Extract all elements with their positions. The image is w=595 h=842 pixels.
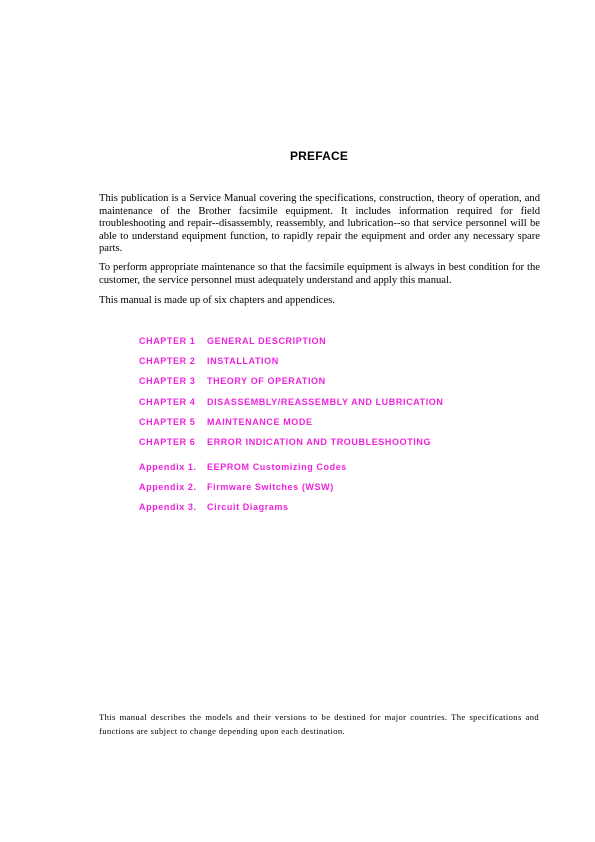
chapter-number: CHAPTER 3: [139, 376, 196, 387]
chapter-number: CHAPTER 2: [139, 356, 196, 367]
chapter-number: CHAPTER 5: [139, 416, 196, 427]
intro-paragraph: This publication is a Service Manual covering the specifications, construction, theory of operation, and maintenance of the Brother facsimile equipment. It includes information required for field troubleshooting and repair--disassembly, reassembly, and lubrication--so that service personnel will be able to understand equipment function, to rapidly repair the equipment and order any necessary spare parts.: [99, 193, 540, 255]
chapter-title: INSTALLATION: [207, 356, 279, 367]
appendix-number: Appendix 3.: [139, 502, 197, 513]
chapter-number: CHAPTER 6: [139, 436, 196, 447]
chapter-title: ERROR INDICATION AND TROUBLESHOOTING: [207, 436, 432, 447]
footer-note: This manual describes the models and their versions to be destined for major countries. The specifications and functions are subject to change depending upon each destination.: [99, 712, 539, 736]
chapter-title: DISASSEMBLY/REASSEMBLY AND LUBRICATION: [207, 396, 444, 407]
appendix-title: EEPROM Customizing Codes: [207, 462, 347, 473]
chapter-number: CHAPTER 1: [139, 336, 196, 346]
chapter-title: THEORY OF OPERATION: [207, 376, 326, 387]
chapter-title: MAINTENANCE MODE: [207, 416, 313, 427]
chapter-number: CHAPTER 4: [139, 396, 196, 407]
structure-paragraph: This manual is made up of six chapters and appendices.: [99, 295, 335, 306]
maintenance-paragraph: To perform appropriate maintenance so that the facsimile equipment is always in best condition for the customer, the service personnel must adequately understand and apply this manual.: [99, 262, 540, 286]
appendix-number: Appendix 2.: [139, 482, 197, 493]
page-title: PREFACE: [289, 149, 349, 163]
appendix-title: Firmware Switches (WSW): [207, 482, 334, 493]
appendix-title: Circuit Diagrams: [207, 502, 289, 513]
chapter-title: GENERAL DESCRIPTION: [207, 336, 327, 346]
appendix-number: Appendix 1.: [139, 462, 197, 473]
